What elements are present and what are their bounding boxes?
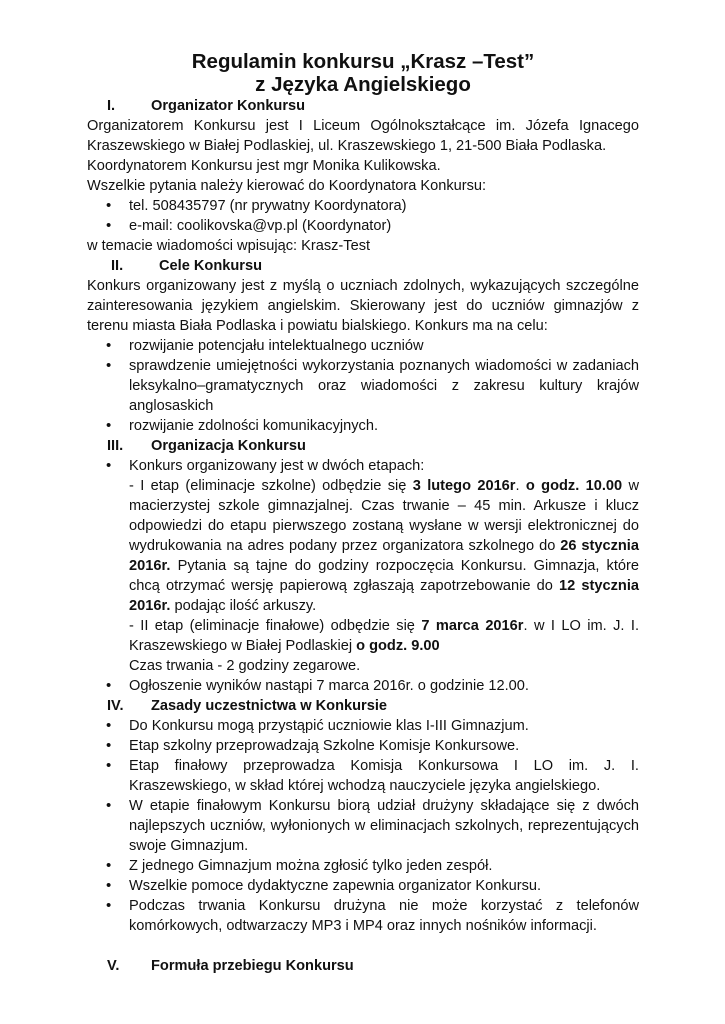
- section-2-heading: [87, 256, 639, 276]
- section-1-heading: [87, 96, 639, 116]
- section-3-number: III.: [107, 438, 124, 454]
- section-5-heading: [87, 956, 639, 976]
- results-list: [87, 676, 639, 696]
- section-5-number: V.: [107, 958, 120, 974]
- stage-2-date: 7 marca 2016r: [421, 618, 524, 634]
- paper-request-date: 12 stycznia 2016r.: [129, 578, 639, 614]
- goals-list: [87, 336, 639, 436]
- stage-2-time: o godz. 9.00: [356, 638, 440, 654]
- stage-1-paragraph: - I etap (eliminacje szkolne) odbędzie się 3 lutego 2016r. o godz. 10.00 w macierzystej szkole gimnazjalnej. Czas trwanie – 45 min. Arkusze i klucz odpowiedzi do etapu pierwszego zostaną wysłane w wersji elektronicznej do wydrukowania na adres podany przez organizatora szkolnego do 26 stycznia 2016r. Pytania są tajne do godziny rozpoczęcia Konkursu. Gimnazja, które chcą otrzymać wersję papierową zgłaszają zapotrzebowanie do 12 stycznia 2016r. podając ilość arkuszy.: [129, 478, 640, 614]
- rule-item: • Do Konkursu mogą przystąpić uczniowie klas I-III Gimnazjum.: [87, 716, 639, 736]
- rule-item: • Etap finałowy przeprowadza Komisja Konkursowa I LO im. J. I. Kraszewskiego, w skład której wchodzą nauczyciele języka angielskiego.: [87, 756, 639, 796]
- rule-item: • W etapie finałowym Konkursu biorą udział drużyny składające się z dwóch najlepszych uczniów, wyłonionych w eliminacjach szkolnych, reprezentujących swoje Gimnazjum.: [87, 796, 639, 856]
- title-line-1: Regulamin konkursu „Krasz –Test”: [191, 50, 535, 73]
- goal-item: • sprawdzenie umiejętności wykorzystania poznanych wiadomości w zadaniach leksykalno–gramatycznych oraz wiadomości z zakresu kultury krajów anglosaskich: [87, 356, 639, 416]
- stage-1-date: 3 lutego 2016r: [412, 478, 516, 494]
- section-5-title: Formuła przebiegu Konkursu: [151, 958, 354, 974]
- contact-email: • e-mail: coolikovska@vp.pl (Koordynator): [87, 216, 639, 236]
- section-2-number: II.: [111, 258, 124, 274]
- goal-item: • rozwijanie zdolności komunikacyjnych.: [87, 416, 639, 436]
- rule-item: • Wszelkie pomoce dydaktyczne zapewnia organizator Konkursu.: [87, 876, 639, 896]
- section-1-number: I.: [107, 98, 116, 114]
- section-3-title: Organizacja Konkursu: [151, 438, 306, 454]
- rule-item: • Z jednego Gimnazjum można zgłosić tylko jeden zespół.: [87, 856, 639, 876]
- title-line-2: z Języka Angielskiego: [255, 73, 471, 96]
- section-3-heading: [87, 436, 639, 456]
- stage-2-duration: Czas trwania - 2 godziny zegarowe.: [129, 658, 361, 674]
- section-4-title: Zasady uczestnictwa w Konkursie: [151, 698, 388, 714]
- organizer-paragraph: Organizatorem Konkursu jest I Liceum Ogólnokształcące im. Józefa Ignacego Kraszewskiego w Białej Podlaskiej, ul. Kraszewskiego 1, 21-500 Biała Podlaska.: [87, 118, 639, 154]
- organization-list: [87, 456, 639, 476]
- stage-2-paragraph: - II etap (eliminacje finałowe) odbędzie się 7 marca 2016r. w I LO im. J. I. Kraszewskiego w Białej Podlaskiej o godz. 9.00: [129, 618, 640, 654]
- goals-paragraph: Konkurs organizowany jest z myślą o uczniach zdolnych, wykazujących szczególne zainteresowania językiem angielskim. Skierowany jest do uczniów gimnazjów z terenu miasta Biała Podlaska i powiatu bialskiego. Konkurs ma na celu:: [87, 278, 639, 334]
- key-send-date: 26 stycznia 2016r.: [129, 538, 639, 574]
- rules-list: [87, 716, 639, 936]
- section-1-title: Organizator Konkursu: [151, 98, 306, 114]
- rule-item: • Podczas trwania Konkursu drużyna nie może korzystać z telefonów komórkowych, odtwarzaczy MP3 i MP4 oraz innych nośników informacji.: [87, 896, 639, 936]
- results-announcement: • Ogłoszenie wyników nastąpi 7 marca 2016r. o godzinie 12.00.: [87, 676, 639, 696]
- questions-paragraph: Wszelkie pytania należy kierować do Koordynatora Konkursu:: [87, 178, 487, 194]
- document-title: [87, 50, 639, 96]
- stage-1-time: o godz. 10.00: [525, 478, 623, 494]
- email-subject-note: w temacie wiadomości wpisując: Krasz-Test: [87, 238, 371, 254]
- section-4-heading: [87, 696, 639, 716]
- goal-item: • rozwijanie potencjału intelektualnego uczniów: [87, 336, 639, 356]
- contact-list: [87, 196, 639, 236]
- document-page: [87, 50, 639, 976]
- contact-phone: • tel. 508435797 (nr prywatny Koordynatora): [87, 196, 639, 216]
- stages-item: • Konkurs organizowany jest w dwóch etapach:: [87, 456, 639, 476]
- section-4-number: IV.: [107, 698, 124, 714]
- section-2-title: Cele Konkursu: [159, 258, 262, 274]
- coordinator-paragraph: Koordynatorem Konkursu jest mgr Monika Kulikowska.: [87, 158, 441, 174]
- rule-item: • Etap szkolny przeprowadzają Szkolne Komisje Konkursowe.: [87, 736, 639, 756]
